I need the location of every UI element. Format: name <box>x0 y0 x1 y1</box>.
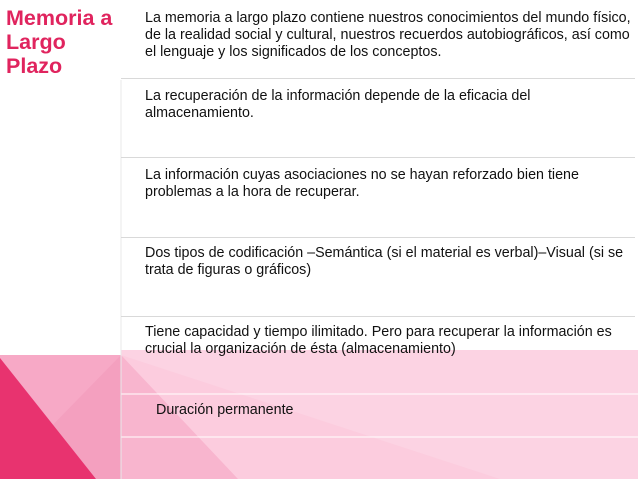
bullet-item-5: Tiene capacidad y tiempo ilimitado. Pero para recuperar la información es crucial la organización de ésta (almacenamiento) <box>145 324 612 357</box>
divider-3 <box>121 237 635 238</box>
bullet-item-3: La información cuyas asociaciones no se hayan reforzado bien tiene problemas a la hora de recuperar. <box>145 167 579 200</box>
slide-title: Memoria a Largo Plazo <box>6 6 113 78</box>
bullet-item-2: La recuperación de la información depende de la eficacia del almacenamiento. <box>145 88 531 121</box>
bullet-item-1: La memoria a largo plazo contiene nuestros conocimientos del mundo físico, de la realidad social y cultural, nuestros recuerdos autobiográficos, así como el lenguaje y los significados de los conceptos. <box>145 10 631 60</box>
divider-1 <box>121 78 635 79</box>
bullet-item-6: Duración permanente <box>156 402 294 418</box>
bullet-item-4: Dos tipos de codificación –Semántica (si el material es verbal)–Visual (si se trata de figuras o gráficos) <box>145 245 624 278</box>
divider-4 <box>121 316 635 317</box>
divider-2 <box>121 157 635 158</box>
